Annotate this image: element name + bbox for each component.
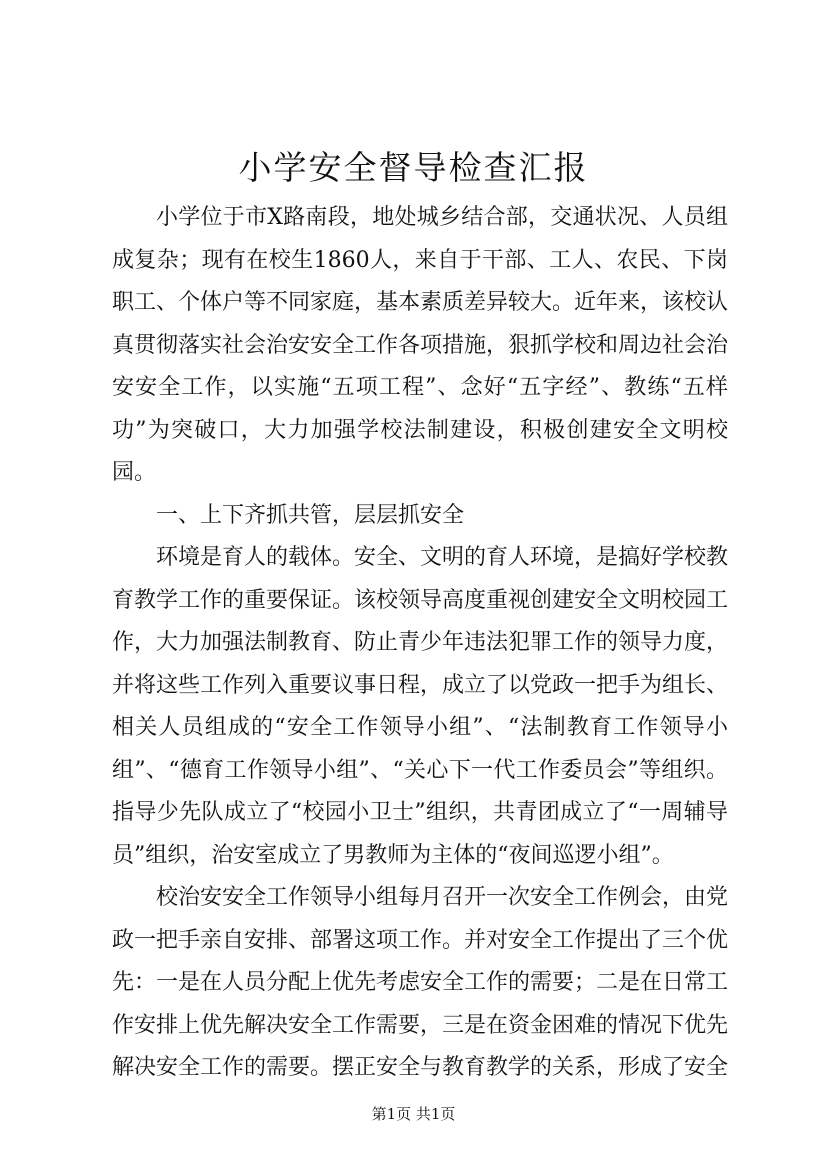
page-footer: 第1页 共1页 [371, 1105, 456, 1123]
paragraph-intro: 小学位于市X路南段，地处城乡结合部，交通状况、人员组成复杂；现有在校生1860人，来自于干部、工人、农民、下岗职工、个体户等不同家庭，基本素质差异较大。近年来，该校认真贯彻落实社会治安安全工作各项措施，狠抓学校和周边社会治安安全工作，以实施“五项工程”、念好“五字经”、教练“五样功”为突破口，大力加强学校法制建设，积极创建安全文明校园。 [112, 205, 729, 485]
paragraph-meetings: 校治安安全工作领导小组每月召开一次安全工作例会，由党政一把手亲自安排、部署这项工作。并对安全工作提出了三个优先：一是在人员分配上优先考虑安全工作的需要；二是在日常工作安排上优先解决安全工作需要，三是在资金困难的情况下优先解决安全工作的需要。摆正安全与教育教学的关系，形成了安全 [112, 885, 729, 1080]
section-heading-1: 一、上下齐抓共管，层层抓安全 [156, 502, 465, 528]
paragraph-environment: 环境是育人的载体。安全、文明的育人环境，是搞好学校教育教学工作的重要保证。该校领导高度重视创建安全文明校园工作，大力加强法制教育、防止青少年违法犯罪工作的领导力度，并将这些工作列入重要议事日程，成立了以党政一把手为组长、相关人员组成的“安全工作领导小组”、“法制教育工作领导小组”、“德育工作领导小组”、“关心下一代工作委员会”等组织。指导少先队成立了“校园小卫士”组织，共青团成立了“一周辅导员”组织，治安室成立了男教师为主体的“夜间巡逻小组”。 [112, 545, 729, 868]
document-body [112, 197, 728, 1090]
document-title: 小学安全督导检查汇报 [238, 148, 589, 187]
